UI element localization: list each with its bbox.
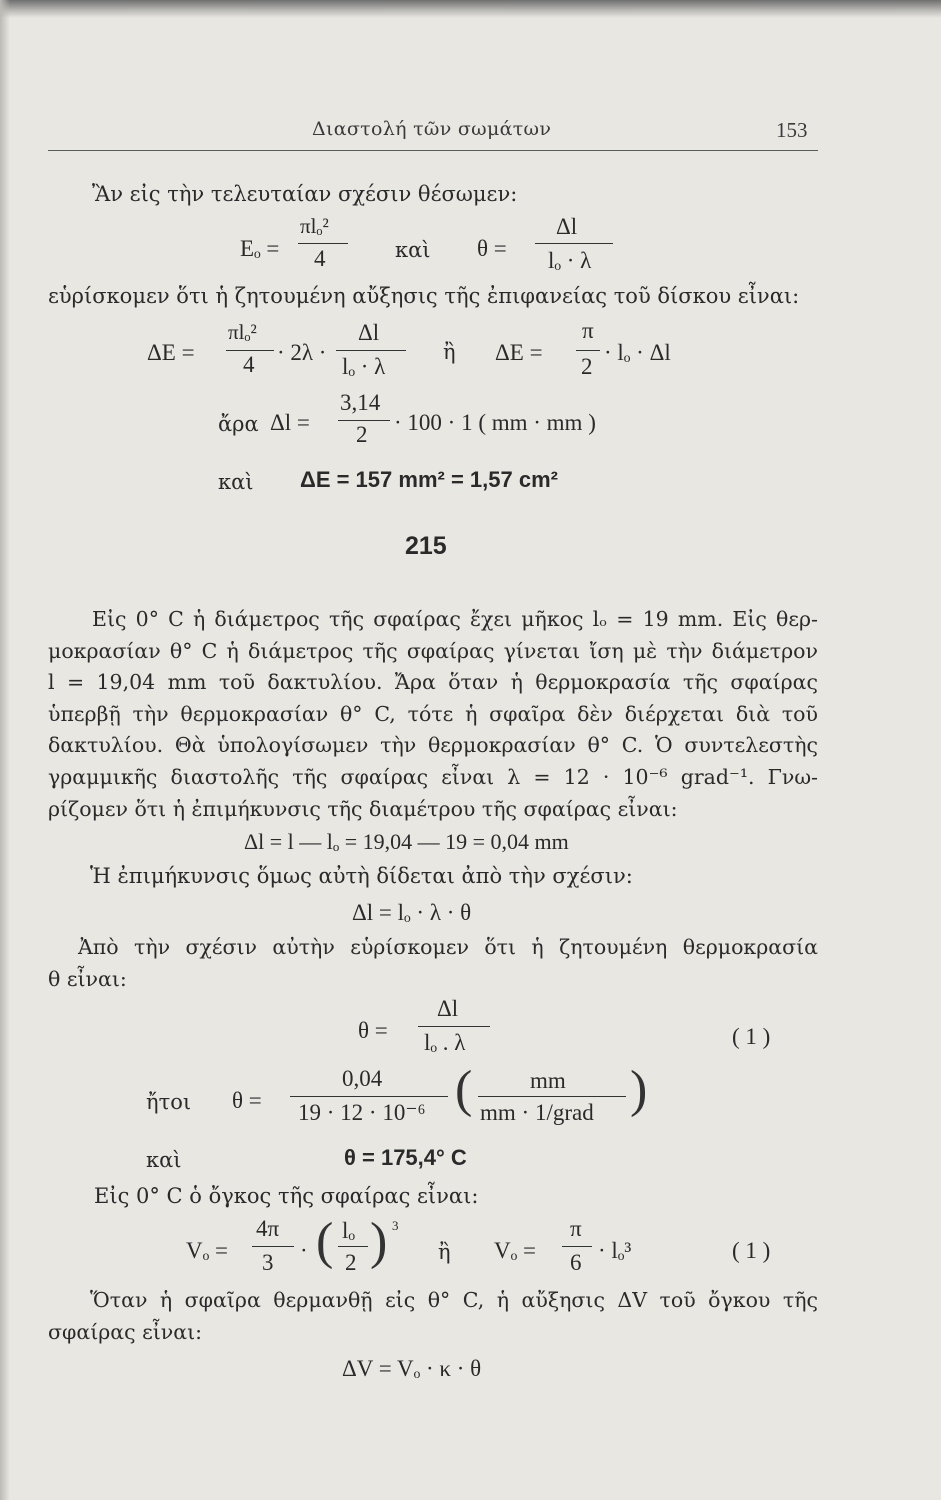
eq2-frac-line3 bbox=[576, 350, 600, 351]
eq1-theta: θ = bbox=[477, 236, 507, 261]
eq10-frac-line2 bbox=[562, 1246, 592, 1247]
eq10-pnum: lₒ bbox=[342, 1218, 356, 1243]
eq2-den2: lₒ · λ bbox=[342, 354, 386, 379]
eq2-mid: · 2λ · bbox=[277, 340, 327, 365]
para1-line: ρίζομεν ὅτι ἡ ἐπιμήκυνσις τῆς διαμέτρου τῆς σφαίρας εἶναι: bbox=[48, 796, 678, 821]
eq7-num: Δl bbox=[437, 996, 459, 1021]
scan-left-edge bbox=[0, 0, 10, 1500]
eq1-and: καὶ bbox=[395, 238, 431, 262]
eq10-den: 3 bbox=[262, 1250, 274, 1275]
eq2-frac-line2 bbox=[336, 350, 406, 351]
eq8-left-paren: ( bbox=[455, 1061, 473, 1118]
equation-11: ΔV = Vₒ · κ · θ bbox=[342, 1356, 482, 1381]
eq7-den: lₒ . λ bbox=[424, 1030, 466, 1055]
eq10-or: ἢ bbox=[438, 1240, 451, 1264]
paragraph-1 bbox=[48, 604, 818, 825]
equation-6: Δl = lₒ · λ · θ bbox=[352, 900, 472, 925]
relation-line: Ἡ ἐπιμήκυνσις ὅμως αὐτὴ δίδεται ἀπὸ τὴν σχέσιν: bbox=[90, 864, 633, 888]
eq10-num2: π bbox=[570, 1216, 582, 1241]
eq8-num: 0,04 bbox=[342, 1066, 383, 1091]
para1-line: ὑπερβῇ τὴν θερμοκρασίαν θ° C, τότε ἡ σφαῖρα δὲν διέρχεται διὰ τοῦ bbox=[48, 701, 818, 726]
eq10-frac-line bbox=[252, 1246, 294, 1247]
eq3-left: Δl = bbox=[270, 410, 310, 435]
eq3-frac-line bbox=[338, 420, 390, 421]
section-number: 215 bbox=[405, 532, 447, 560]
volume-line: Εἰς 0° C ὁ ὄγκος τῆς σφαίρας εἶναι: bbox=[94, 1184, 479, 1208]
eq3-ara: ἄρα bbox=[218, 412, 259, 436]
eq2-num2: Δl bbox=[358, 320, 380, 345]
para1-line: Εἰς 0° C ἡ διάμετρος τῆς σφαίρας ἔχει μῆκος lₒ = 19 mm. Εἰς θερ- bbox=[92, 607, 818, 631]
eq8-right-paren: ) bbox=[630, 1061, 648, 1118]
eq10-den2: 6 bbox=[570, 1250, 582, 1275]
eq9-result: θ = 175,4° C bbox=[344, 1145, 467, 1170]
eq8-left: θ = bbox=[232, 1088, 262, 1113]
eq2-den: 4 bbox=[243, 352, 255, 377]
eq2-den3: 2 bbox=[581, 354, 593, 379]
eq1-frac-line2 bbox=[535, 243, 613, 244]
intro-line: Ἂν εἰς τὴν τελευταίαν σχέσιν θέσωμεν: bbox=[92, 182, 518, 206]
running-header-title: Διαστολή τῶν σωμάτων bbox=[312, 118, 552, 140]
eq10-dot: · bbox=[300, 1238, 308, 1263]
eq10-right-paren: ) bbox=[370, 1213, 388, 1270]
eq10-right: Vₒ = bbox=[494, 1238, 536, 1263]
eq2-num: πlₒ² bbox=[228, 320, 257, 344]
header-rule bbox=[48, 150, 818, 151]
scan-top-edge bbox=[0, 0, 941, 18]
eq10-left-paren: ( bbox=[316, 1213, 334, 1270]
eq8-unit-den: mm · 1/grad bbox=[480, 1100, 594, 1125]
eq3-den: 2 bbox=[356, 422, 368, 447]
para1-line: δακτυλίου. Θὰ ὑπολογίσωμεν τὴν θερμοκρασίαν θ° C. Ὁ συντελεστὴς bbox=[48, 733, 818, 758]
eq10-tag: ( 1 ) bbox=[732, 1238, 771, 1263]
eq10-pfrac-line bbox=[338, 1246, 368, 1247]
para3-line: Ὅταν ἡ σφαῖρα θερμανθῇ εἰς θ° C, ἡ αὔξησις ΔV τοῦ ὄγκου τῆς bbox=[90, 1288, 818, 1312]
para3-line: σφαίρας εἶναι: bbox=[48, 1319, 203, 1344]
equation-5: Δl = l — lₒ = 19,04 — 19 = 0,04 mm bbox=[244, 829, 569, 854]
eq4-kai: καὶ bbox=[218, 470, 254, 494]
para1-line: γραμμικῆς διαστολῆς τῆς σφαίρας εἶναι λ = 12 · 10⁻⁶ grad⁻¹. Γνω- bbox=[48, 764, 818, 789]
eq10-num: 4π bbox=[256, 1216, 280, 1241]
eq3-num: 3,14 bbox=[340, 390, 381, 415]
eq10-left: Vₒ = bbox=[186, 1238, 228, 1263]
eq8-itoi: ἤτοι bbox=[146, 1090, 192, 1114]
para2-line: Ἀπὸ τὴν σχέσιν αὐτὴν εὑρίσκομεν ὅτι ἡ ζητουμένη θερμοκρασία bbox=[78, 935, 818, 959]
eq1-left: Eₒ = bbox=[240, 236, 280, 261]
para2-line: θ εἶναι: bbox=[48, 966, 127, 991]
eq7-frac-line bbox=[418, 1026, 490, 1027]
eq8-unit-num: mm bbox=[530, 1068, 566, 1093]
eq9-kai: καὶ bbox=[146, 1148, 182, 1172]
eq4-result: ΔE = 157 mm² = 1,57 cm² bbox=[300, 467, 558, 492]
para1-line: μοκρασίαν θ° C ἡ διάμετρος τῆς σφαίρας γίνεται ἴση μὲ τὴν διάμετρον bbox=[48, 638, 818, 663]
eq10-tail: · lₒ³ bbox=[598, 1238, 632, 1263]
eq2-left: ΔE = bbox=[147, 340, 195, 365]
eq2-num3: π bbox=[582, 318, 594, 343]
page-number: 153 bbox=[776, 118, 808, 142]
paragraph-3 bbox=[48, 1285, 818, 1348]
eq3-tail: · 100 · 1 ( mm · mm ) bbox=[394, 410, 596, 435]
eq7-left: θ = bbox=[358, 1018, 388, 1043]
eq2-tail: · lₒ · Δl bbox=[604, 340, 671, 365]
eq1-frac-line bbox=[298, 243, 348, 244]
eq8-frac-line bbox=[290, 1096, 448, 1097]
eq1-num2: Δl bbox=[556, 214, 578, 239]
eq2-right: ΔE = bbox=[495, 340, 543, 365]
paragraph-2 bbox=[48, 932, 818, 995]
eq8-unit-frac-line bbox=[478, 1096, 626, 1097]
eq10-exp: 3 bbox=[392, 1218, 399, 1233]
eq1-den2: lₒ · λ bbox=[548, 248, 592, 273]
para1-line: l = 19,04 mm τοῦ δακτυλίου. Ἄρα ὅταν ἡ θερμοκρασία τῆς σφαίρας bbox=[48, 670, 818, 695]
eq1-den: 4 bbox=[314, 246, 326, 271]
eq7-tag: ( 1 ) bbox=[732, 1024, 771, 1049]
eq10-pden: 2 bbox=[345, 1250, 357, 1275]
eq8-den: 19 · 12 · 10⁻⁶ bbox=[298, 1100, 426, 1125]
eq2-or: ἢ bbox=[443, 340, 456, 364]
eq2-frac-line bbox=[226, 350, 274, 351]
eq1-num: πlₒ² bbox=[300, 214, 329, 238]
find-line: εὑρίσκομεν ὅτι ἡ ζητουμένη αὔξησις τῆς ἐπιφανείας τοῦ δίσκου εἶναι: bbox=[48, 284, 800, 308]
